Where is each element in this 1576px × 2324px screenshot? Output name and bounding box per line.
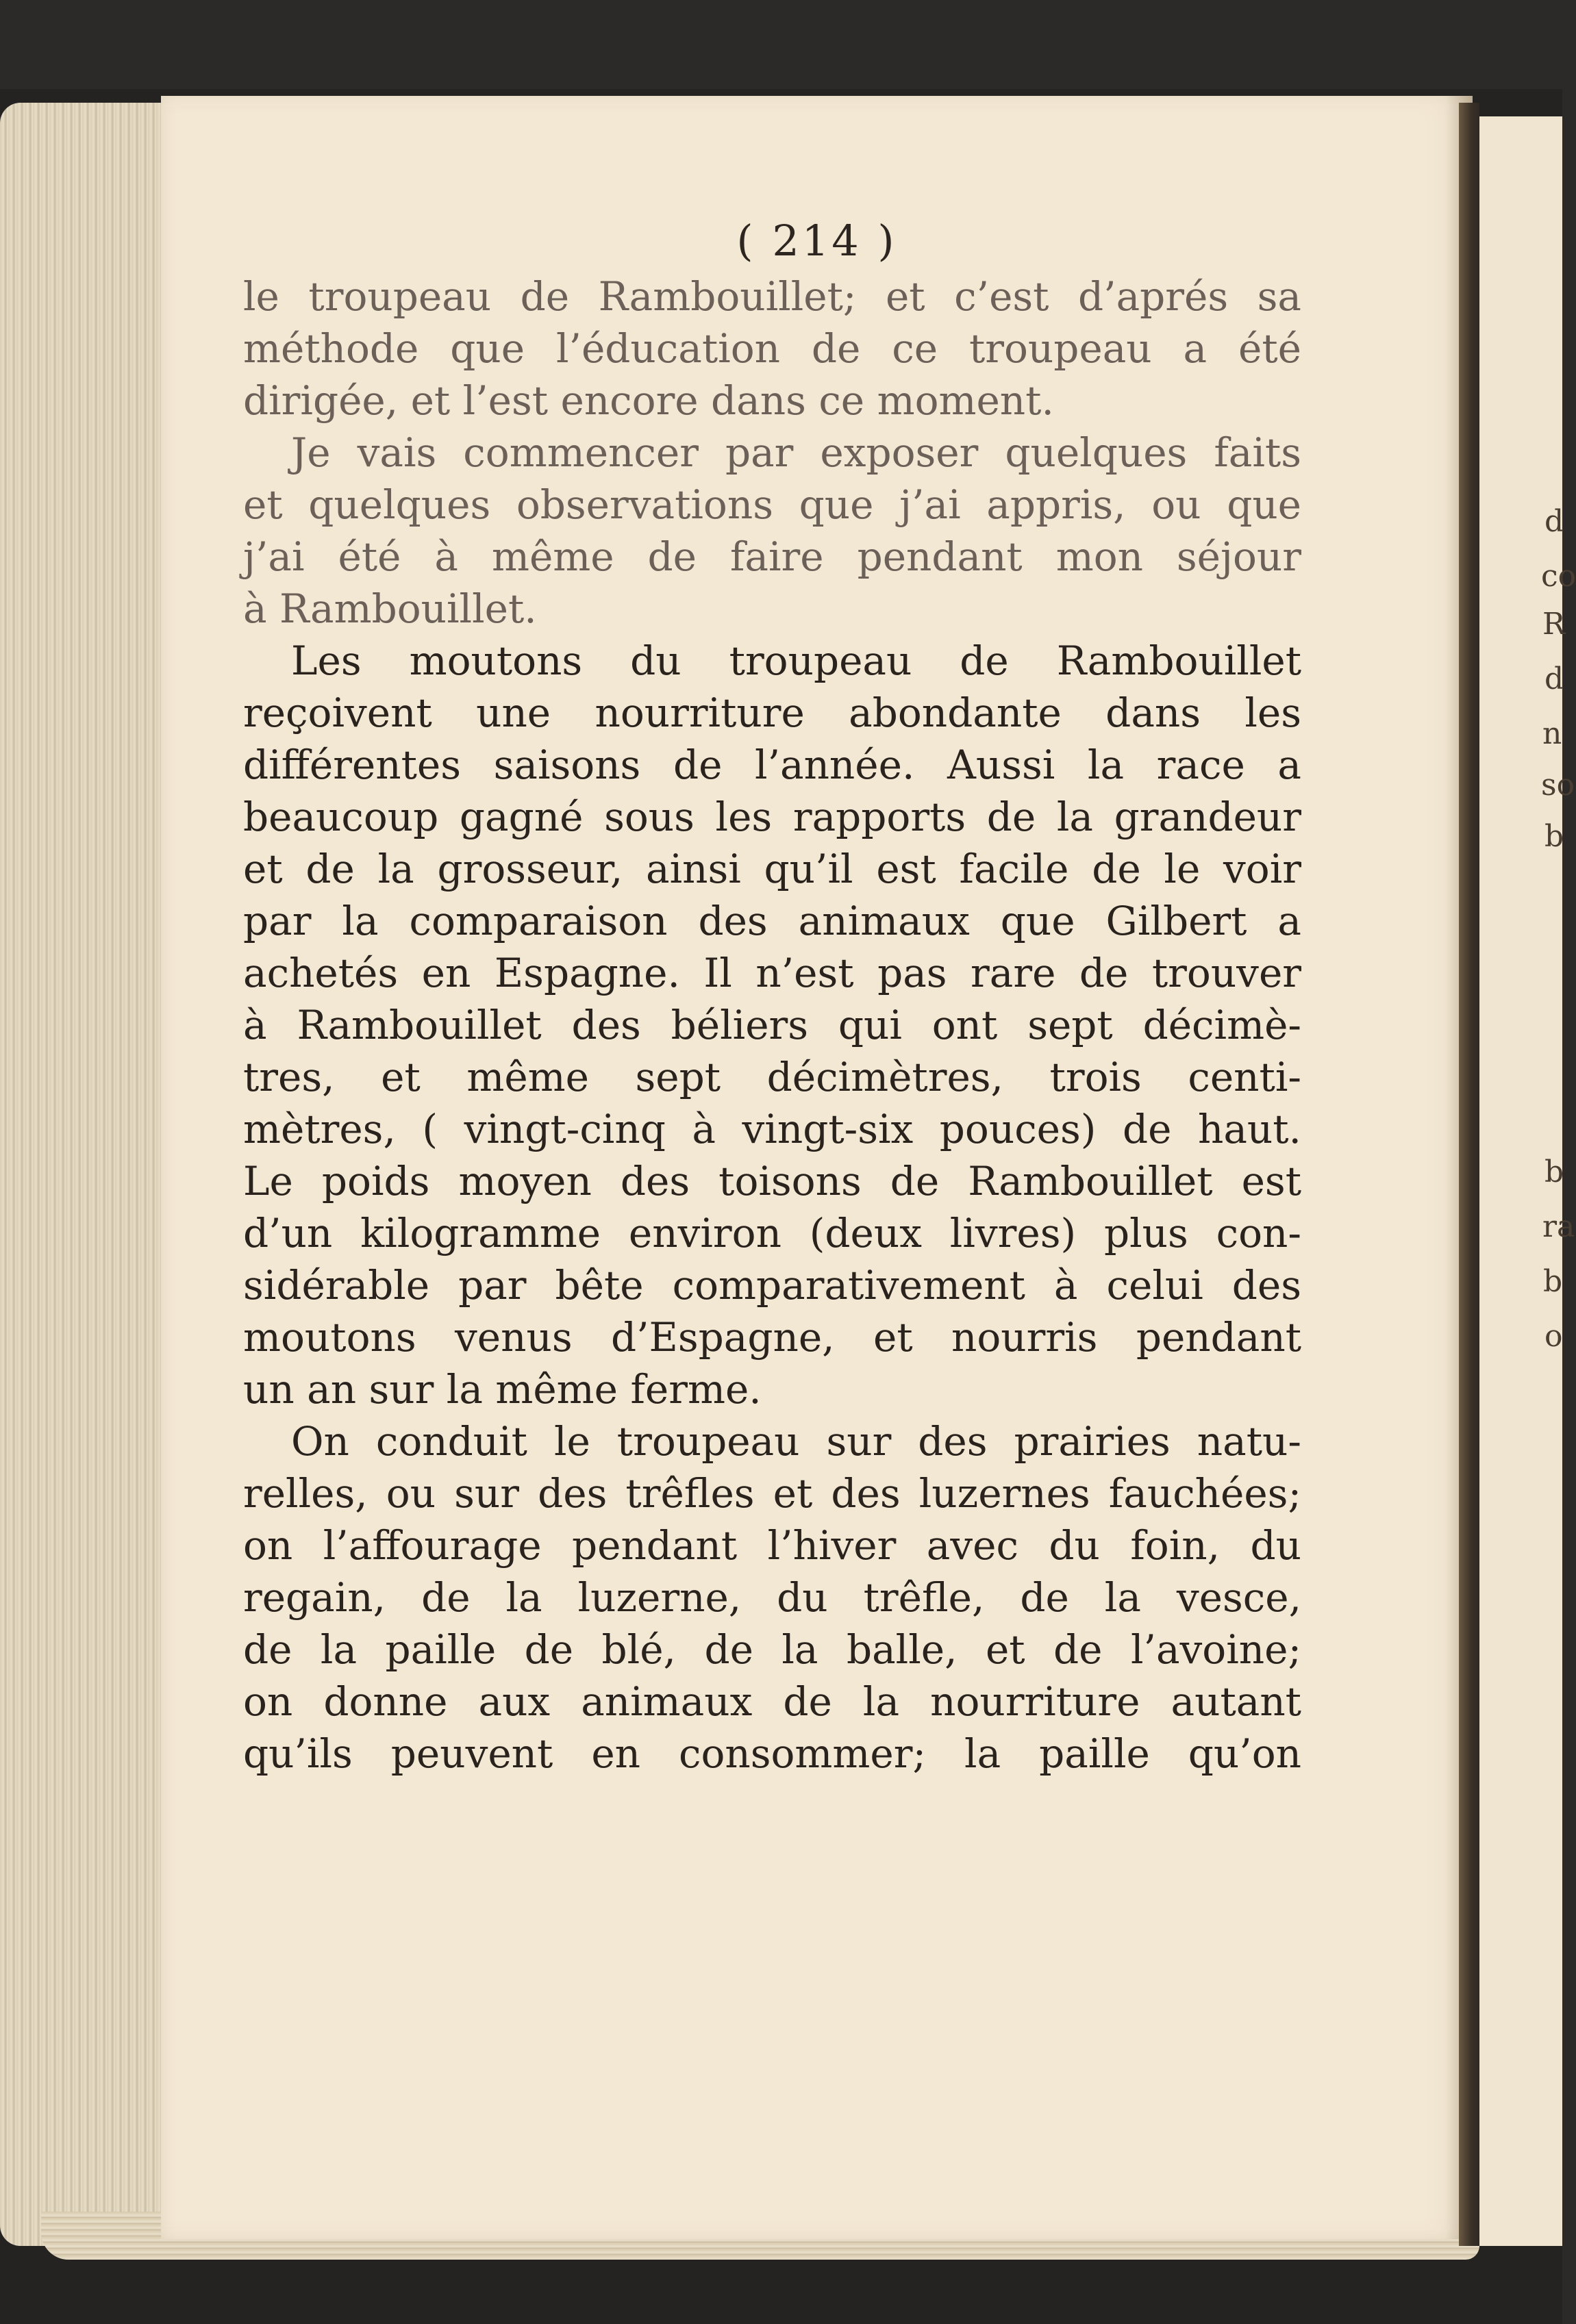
text-line: Le poids moyen des toisons de Rambouillet est — [243, 1158, 1301, 1204]
text-line: on donne aux animaux de la nourriture autant — [243, 1678, 1301, 1725]
text-line: moutons venus d’Espagne, et nourris pendant — [243, 1314, 1301, 1361]
text-line: d’un kilogramme environ (deux livres) plus con- — [243, 1210, 1301, 1256]
facing-page-fragment: so — [1541, 768, 1575, 803]
text-line: méthode que l’éducation de ce troupeau a été — [243, 325, 1301, 372]
text-line: beaucoup gagné sous les rapports de la grandeur — [243, 794, 1301, 840]
text-line: différentes saisons de l’année. Aussi la race a — [243, 742, 1301, 788]
facing-page-edge — [1479, 116, 1576, 2246]
text-line: mètres, ( vingt-cinq à vingt-six pouces) de haut. — [243, 1106, 1301, 1152]
text-line: relles, ou sur des trêfles et des luzernes fauchées; — [243, 1470, 1301, 1517]
text-line: de la paille de blé, de la balle, et de l’avoine; — [243, 1626, 1301, 1673]
text-line: j’ai été à même de faire pendant mon séjour — [243, 533, 1301, 580]
facing-page-fragment: co — [1541, 559, 1576, 594]
text-line: on l’affourage pendant l’hiver avec du foin, du — [243, 1522, 1301, 1569]
book-gutter — [1459, 103, 1479, 2246]
text-line: un an sur la même ferme. — [243, 1366, 762, 1413]
text-line: dirigée, et l’est encore dans ce moment. — [243, 377, 1054, 424]
text-line: à Rambouillet des béliers qui ont sept décimè- — [243, 1002, 1301, 1048]
text-line: On conduit le troupeau sur des prairies natu- — [291, 1418, 1301, 1465]
text-line: sidérable par bête comparativement à celui des — [243, 1262, 1301, 1309]
facing-page-fragment: d — [1544, 504, 1564, 539]
text-line: tres, et même sept décimètres, trois centi- — [243, 1054, 1301, 1100]
facing-page-fragment: ra — [1542, 1209, 1575, 1244]
body-text — [243, 270, 1301, 1780]
page-number: ( 214 ) — [736, 216, 897, 266]
facing-page-fragment: R — [1542, 607, 1566, 642]
text-line: à Rambouillet. — [243, 585, 537, 632]
text-line: et quelques observations que j’ai appris, ou que — [243, 481, 1301, 528]
facing-page-fragment: b — [1544, 819, 1564, 854]
facing-page-fragment: n — [1542, 716, 1562, 751]
facing-page-fragment: b — [1544, 1154, 1564, 1189]
text-line: et de la grosseur, ainsi qu’il est facile de le voir — [243, 846, 1301, 892]
text-line: Je vais commencer par exposer quelques faits — [291, 429, 1301, 476]
facing-page-fragment: b — [1543, 1264, 1563, 1299]
page-stack-edges — [0, 103, 171, 2246]
text-line: par la comparaison des animaux que Gilbert a — [243, 898, 1301, 944]
facing-page-fragment: d — [1544, 661, 1564, 696]
facing-page-fragment: o — [1544, 1319, 1563, 1354]
text-line: le troupeau de Rambouillet; et c’est d’aprés sa — [243, 273, 1301, 320]
text-line: reçoivent une nourriture abondante dans les — [243, 690, 1301, 736]
text-line: Les moutons du troupeau de Rambouillet — [291, 637, 1301, 684]
text-line: achetés en Espagne. Il n’est pas rare de trouver — [243, 950, 1301, 996]
text-line: qu’ils peuvent en consommer; la paille qu’on — [243, 1730, 1301, 1777]
text-line: regain, de la luzerne, du trêfle, de la vesce, — [243, 1574, 1301, 1621]
